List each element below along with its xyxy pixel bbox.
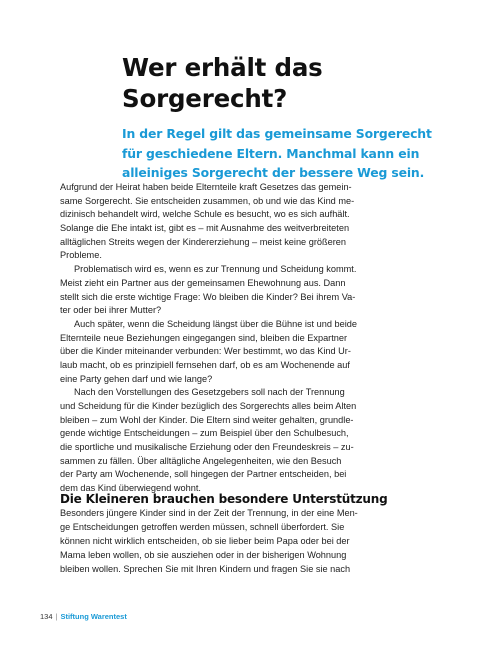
- body-line: dizinisch behandelt wird, welche Schule es besucht, wo es sich aufhält.: [60, 209, 350, 220]
- body-line: eine Party gehen darf und wie lange?: [60, 373, 213, 384]
- body-line: Auch später, wenn die Scheidung längst über die Bühne ist und beide: [74, 318, 357, 329]
- body-line: Meist zieht ein Partner aus der gemeinsamen Ehewohnung aus. Dann: [60, 277, 346, 288]
- body-line: same Sorgerecht. Sie entscheiden zusammen, ob und wie das Kind me-: [60, 195, 355, 206]
- body-line: Elternteile neue Beziehungen eingegangen sind, bleiben die Expartner: [60, 332, 348, 343]
- section-body-text: [60, 507, 412, 576]
- page-title-line-1: Wer erhält das: [122, 53, 323, 82]
- body-line: ge Entscheidungen getroffen werden müssen, schnell überfordert. Sie: [60, 521, 345, 532]
- page-title-line-2: Sorgerecht?: [122, 84, 288, 113]
- page-footer: [40, 611, 127, 623]
- body-line: über die Kinder miteinander verbunden: Wer bestimmt, wo das Kind Ur-: [60, 346, 351, 357]
- lead-line-3: alleiniges Sorgerecht der bessere Weg sein.: [122, 165, 425, 180]
- body-line: Problematisch wird es, wenn es zur Trennung und Scheidung kommt.: [74, 264, 357, 275]
- body-line: und Scheidung für die Kinder bezüglich des Sorgerechts alles beim Alten: [60, 401, 357, 411]
- body-line: bleiben – zum Wohl der Kinder. Die Eltern sind weiter gehalten, grundle-: [60, 414, 354, 425]
- body-line: Aufgrund der Heirat haben beide Elternteile kraft Gesetzes das gemein-: [60, 182, 352, 192]
- body-line: können nicht wirklich entscheiden, ob sie lieber beim Papa oder bei der: [60, 535, 350, 546]
- body-line: Probleme.: [60, 250, 102, 261]
- body-line: laub macht, ob es prinzipiell fernsehen darf, ob es am Wochenende auf: [60, 359, 350, 370]
- section-heading: Die Kleineren brauchen besondere Unterstützung: [60, 492, 388, 506]
- lead-line-1: In der Regel gilt das gemeinsame Sorgerecht: [122, 126, 432, 141]
- footer-separator: |: [55, 612, 58, 621]
- body-line: gende wichtige Entscheidungen – zum Beispiel über den Schulbesuch,: [60, 428, 349, 439]
- page-title: [122, 52, 442, 114]
- body-line: der Party am Wochenende, soll hingegen der Partner entscheiden, bei: [60, 469, 347, 480]
- body-line: Besonders jüngere Kinder sind in der Zeit der Trennung, in der eine Men-: [60, 508, 358, 518]
- body-line: Mama leben wollen, ob sie ausziehen oder in der bisherigen Wohnung: [60, 549, 347, 560]
- body-line: die sportliche und musikalische Erziehung oder den Freundeskreis – zu-: [60, 442, 354, 453]
- body-line: ter oder bei ihrer Mutter?: [60, 305, 162, 316]
- body-line: bleiben wollen. Sprechen Sie mit Ihren Kindern und fragen Sie sie nach: [60, 563, 351, 574]
- body-line: Solange die Ehe intakt ist, gibt es – mit Ausnahme des weitverbreiteten: [60, 223, 350, 234]
- body-line: Nach den Vorstellungen des Gesetzgebers soll nach der Trennung: [74, 387, 345, 398]
- body-line: dem das Kind überwiegend wohnt.: [60, 483, 201, 494]
- lead-line-2: für geschiedene Eltern. Manchmal kann ein: [122, 145, 420, 161]
- body-line: sammen zu fällen. Über alltägliche Angelegenheiten, wie den Besuch: [60, 455, 342, 466]
- lead-paragraph: [122, 124, 442, 183]
- body-line: stellt sich die erste wichtige Frage: Wo bleiben die Kinder? Bei ihrem Va-: [60, 291, 356, 302]
- body-line: alltäglichen Streits wegen der Kindererziehung – meist keine größeren: [60, 236, 346, 247]
- body-text: [60, 181, 412, 496]
- publisher-name: Stiftung Warentest: [60, 612, 127, 621]
- page-number: 134: [40, 612, 53, 621]
